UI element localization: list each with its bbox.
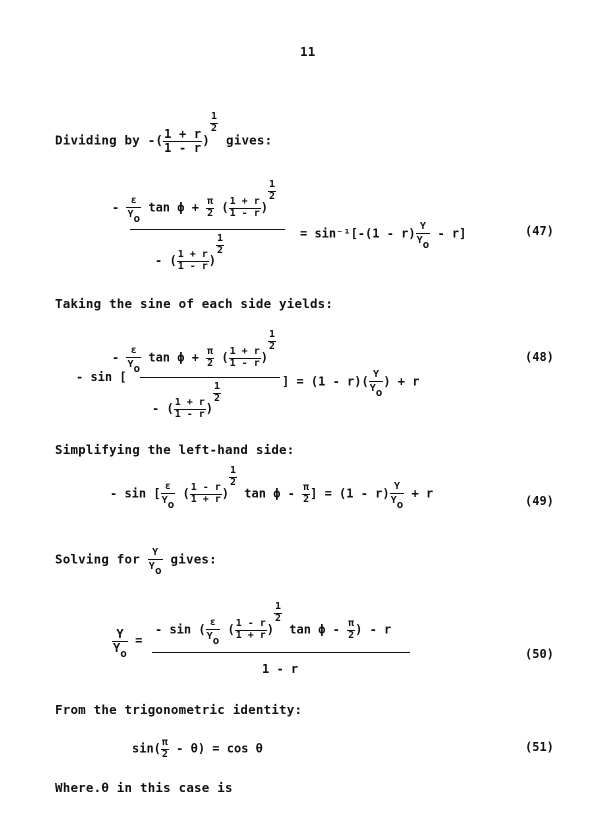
from-identity-text: From the trigonometric identity: [55, 702, 303, 717]
taking-sine-text: Taking the sine of each side yields: [55, 296, 334, 311]
dividing-suffix: gives: [226, 132, 273, 148]
eq47-numerator: - $\frac{\varepsilon}{Yo}$ tan ϕ + $\frac{\pi}{2}$ ( $\frac{1 + r}{1 - r}$ ) $\frac{1}{2}$ [112, 179, 276, 225]
eq48-fraction-bar [140, 377, 280, 378]
eq48-minus-sin: - sin [ [76, 370, 127, 384]
solving-for-line: Solving for $\frac{Y}{Yo}$ gives: [55, 547, 217, 577]
eq48-number: (48) [525, 350, 554, 364]
eq47-number: (47) [525, 224, 554, 238]
where-theta-text: Where.θ in this case is [55, 780, 233, 795]
half-exponent: $\frac{1}{2}$ [211, 111, 218, 134]
eq50-numerator: - sin ( $\frac{\varepsilon}{Yo}$ ( $\frac{1 - r}{1 + r}$ ) $\frac{1}{2}$ tan ϕ - $\frac{\pi}{2}$ ) - r [155, 601, 392, 647]
eq47-fraction-bar [130, 229, 285, 230]
eq50-fraction-bar [152, 652, 410, 653]
page-number: 11 [300, 44, 316, 59]
equation-51: sin( $\frac{\pi}{2}$ - θ) = cos θ [132, 737, 263, 760]
eq50-lhs: $\frac{Y}{Yo}$ = [113, 627, 143, 660]
eq51-number: (51) [525, 740, 554, 754]
dividing-prefix: Dividing by -( [55, 132, 164, 148]
frac-1pr-1mr: $\frac{1 + r}{1 - r}$ [164, 127, 202, 155]
eq50-number: (50) [525, 647, 554, 661]
eq47-rhs: = sin⁻¹[-(1 - r) $\frac{Y}{Yo}$ - r] [300, 221, 467, 251]
simplifying-text: Simplifying the left-hand side: [55, 442, 295, 457]
eq50-denominator: 1 - r [262, 662, 299, 676]
eq49-number: (49) [525, 494, 554, 508]
dividing-by-line: Dividing by -( $\frac{1 + r}{1 - r}$ ) $\frac{1}{2}$ gives: [55, 111, 273, 155]
eq47-denominator: - ( $\frac{1 + r}{1 - r}$ ) $\frac{1}{2}$ [155, 233, 224, 272]
eq48-rhs: ] = (1 - r)( $\frac{Y}{Yo}$ ) + r [282, 369, 420, 399]
eq48-denominator: - ( $\frac{1 + r}{1 - r}$ ) $\frac{1}{2}$ [152, 381, 221, 420]
eq48-numerator: - $\frac{\varepsilon}{Yo}$ tan ϕ + $\frac{\pi}{2}$ ( $\frac{1 + r}{1 - r}$ ) $\frac{1}{2}$ [112, 329, 276, 375]
equation-49: - sin [ $\frac{\varepsilon}{Yo}$ ( $\frac{1 - r}{1 + r}$ ) $\frac{1}{2}$ tan ϕ - $\frac{\pi}{2}$ ] = (1 - r) $\frac{Y}{Yo}$ + r [110, 465, 434, 511]
